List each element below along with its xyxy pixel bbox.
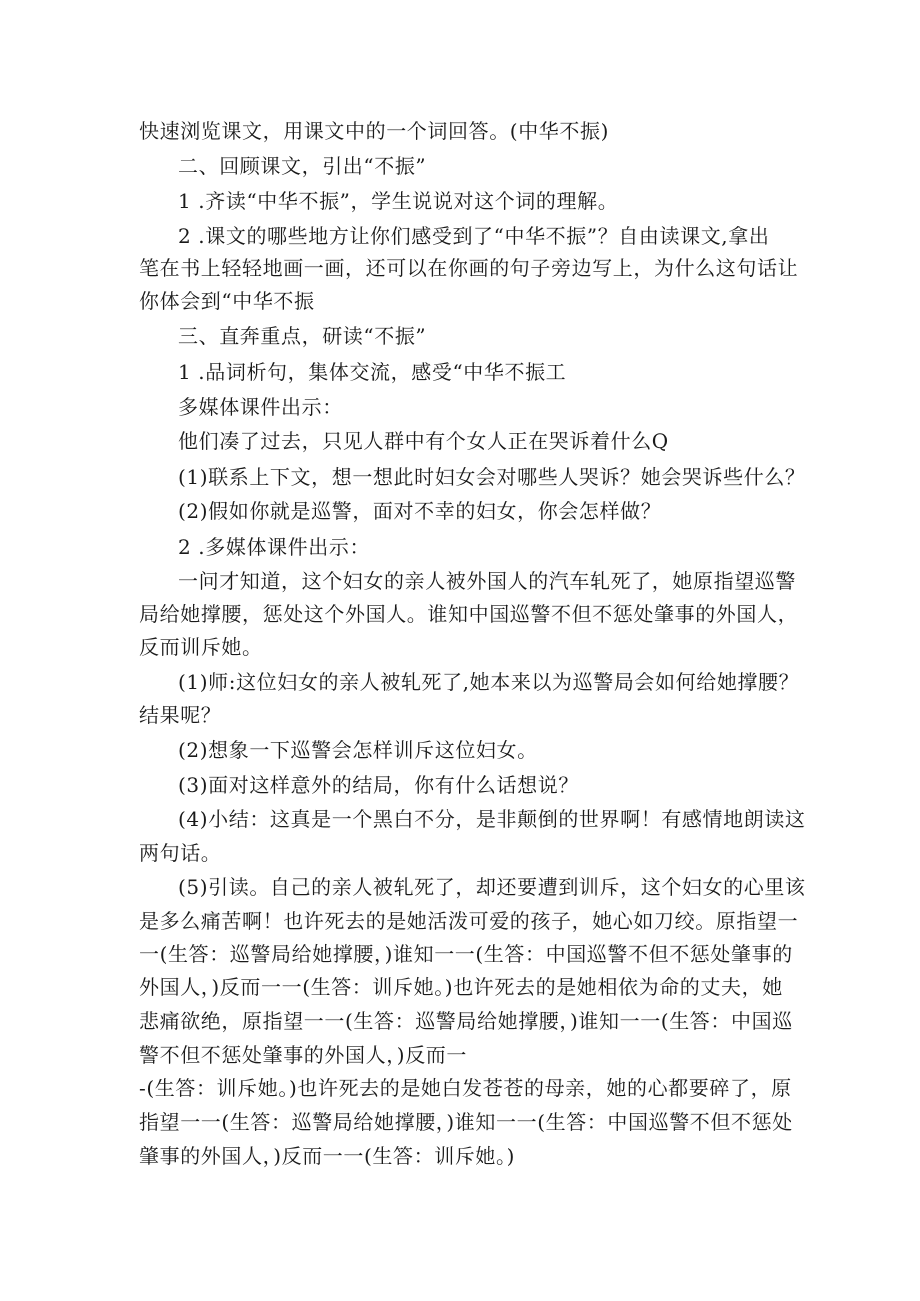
text-line: 肇事的外国人，)反而一一(生答：训斥她。) xyxy=(139,1144,516,1168)
text-line: 一(生答：巡警局给她撑腰，)谁知一一(生答：中国巡警不但不惩处肇事的 xyxy=(139,942,793,966)
text-line: 外国人，)反而一一(生答：训斥她。)也许死去的是她相依为命的丈夫，她 xyxy=(139,975,783,999)
text-line: 快速浏览课文，用课文中的一个词回答。(中华不振) xyxy=(139,119,610,143)
text-line: 1 .齐读“中华不振”，学生说说对这个词的理解。 xyxy=(178,189,619,213)
text-line: (1)联系上下文，想一想此时妇女会对哪些人哭诉？她会哭诉些什么？ xyxy=(178,465,806,489)
text-line: 1 .品词析句，集体交流，感受“中华不振工 xyxy=(178,360,567,384)
text-line: (4)小结：这真是一个黑白不分，是非颠倒的世界啊！有感情地朗读这 xyxy=(178,807,806,831)
text-line: 2 .多媒体课件出示： xyxy=(178,535,371,559)
section-heading: 二、回顾课文，引出“不振” xyxy=(178,154,427,178)
section-heading: 三、直奔重点，研读“不振” xyxy=(178,324,427,348)
text-line: 多媒体课件出示： xyxy=(178,395,343,419)
text-line: 结果呢？ xyxy=(139,703,222,727)
text-line: 笔在书上轻轻地画一画，还可以在你画的句子旁边写上，为什么这句话让 xyxy=(139,256,799,280)
text-line: (2)想象一下巡警会怎样训斥这位妇女。 xyxy=(178,738,538,762)
text-line: 警不但不惩处肇事的外国人，)反而一 xyxy=(139,1043,468,1067)
text-line: 他们凑了过去，只见人群中有个女人正在哭诉着什么Q xyxy=(178,429,669,453)
text-line: 是多么痛苦啊！也许死去的是她活泼可爱的孩子，她心如刀绞。原指望一 xyxy=(139,909,799,933)
text-line: 悲痛欲绝，原指望一一(生答：巡警局给她撑腰，)谁知一一(生答：中国巡 xyxy=(139,1009,793,1033)
text-line: 你体会到“中华不振 xyxy=(139,289,315,313)
text-line: (2)假如你就是巡警，面对不幸的妇女，你会怎样做？ xyxy=(178,499,662,523)
text-line: 两句话。 xyxy=(139,841,222,865)
text-line: 反而训斥她。 xyxy=(139,635,263,659)
text-line: (1)师:这位妇女的亲人被轧死了,她本来以为巡警局会如何给她撑腰？ xyxy=(178,670,800,694)
text-line: 指望一一(生答：巡警局给她撑腰，)谁知一一(生答：中国巡警不但不惩处 xyxy=(139,1110,793,1134)
text-line: (5)引读。自己的亲人被轧死了，却还要遭到训斥，这个妇女的心里该 xyxy=(178,875,806,899)
text-line: 一问才知道，这个妇女的亲人被外国人的汽车轧死了，她原指望巡警 xyxy=(178,569,796,593)
text-line: 局给她撑腰，惩处这个外国人。谁知中国巡警不但不惩处肇事的外国人， xyxy=(139,602,799,626)
text-line: (3)面对这样意外的结局，你有什么话想说？ xyxy=(178,773,579,797)
text-line: 2 .课文的哪些地方让你们感受到了“中华不振”？自由读课文,拿出 xyxy=(178,224,770,248)
text-line: -(生答：训斥她。)也许死去的是她白发苍苍的母亲，她的心都要碎了，原 xyxy=(139,1076,792,1100)
